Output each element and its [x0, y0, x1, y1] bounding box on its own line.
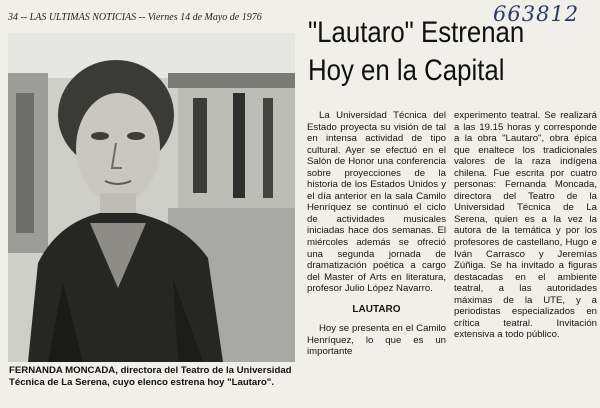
article-paragraph-3: experimento teatral. Se realizará a las 19.15 horas y corresponde a la obra "Lautaro", obra épica que enaltece los tradicionales valores de la raza indígena chilena. Fue escrita por cuatro personas: Fernanda Moncada, directora del Teatro de la Universidad Técnica de La Serena, quien es a la vez la autora de la temática y por los profesores de castellano, Hugo e Iván Carrasco y Jeremías Zúñiga. Se ha invitado a figuras destacadas en el ambiente teatral, a las autoridades máximas de la UTE, y a periodistas especializados en crítica teatral. Invitación extensiva a todo público.: [454, 110, 597, 341]
headline: [308, 14, 557, 90]
article-column-left: [307, 110, 446, 358]
article-paragraph-1: La Universidad Técnica del Estado proyecta su visión de tal en intensa actividad de tipo cultural. Ayer se efectuó en el Salón de Honor una conferencia sobre proyecciones de la historia de los Estados Unidos y el día anterior en la sala Camilo Henríquez se continuó el ciclo de actividades musicales iniciadas hace dos semanas. El miércoles además se ofreció una segunda jornada de dramatización poética a cargo del Master of Arts en literatura, profesor Julio López Navarro.: [307, 110, 446, 295]
headline-line-1: "Lautaro" Estrenan: [308, 16, 525, 49]
article-column-right: [454, 110, 597, 341]
portrait-photo: [8, 33, 295, 362]
portrait-illustration: [8, 33, 295, 362]
newspaper-header: 34 -- LAS ULTIMAS NOTICIAS -- Viernes 14 de Mayo de 1976: [8, 12, 262, 23]
photo-caption: FERNANDA MONCADA, directora del Teatro de la Universidad Técnica de La Serena, cuyo elenco estrena hoy "Lautaro".: [9, 365, 292, 388]
article-paragraph-2: Hoy se presenta en el Camilo Henríquez, lo que es un importante: [307, 323, 446, 358]
handwritten-archive-number: 663812: [493, 2, 580, 26]
article-subhead: LAUTARO: [352, 303, 401, 315]
headline-line-2: Hoy en la Capital: [308, 54, 505, 87]
